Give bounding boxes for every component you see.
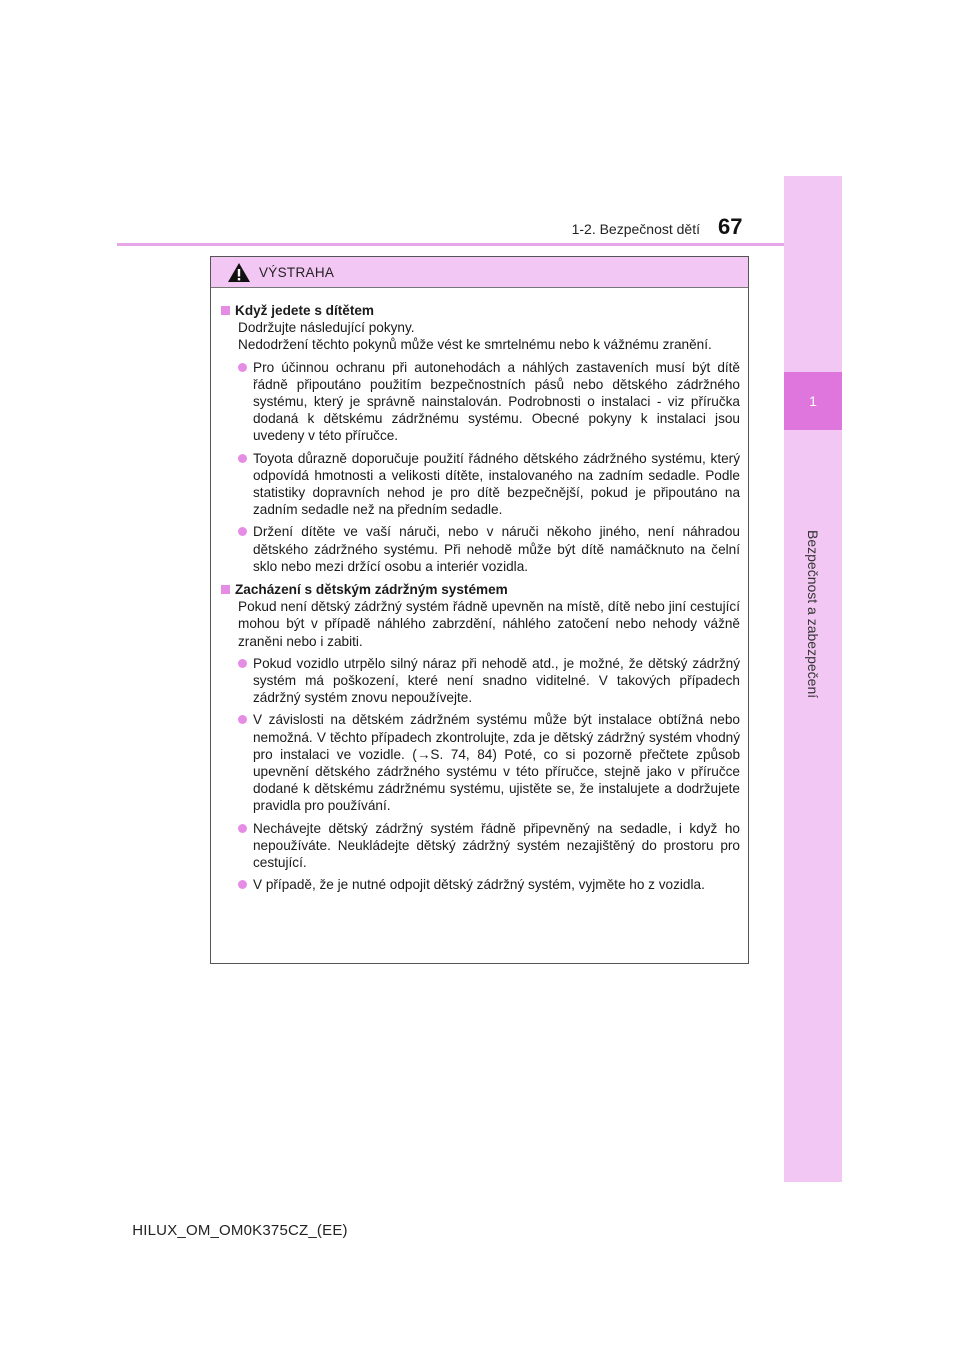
list-item xyxy=(238,876,740,893)
warning-title: VÝSTRAHA xyxy=(259,264,335,280)
section-heading xyxy=(219,302,740,319)
side-tab-chapter-number: 1 xyxy=(784,372,842,430)
section-heading-text: Když jedete s dítětem xyxy=(235,303,374,318)
header-rule xyxy=(117,243,784,246)
round-bullet-icon xyxy=(238,527,247,536)
list-item-text: V případě, že je nutné odpojit dětský zádržný systém, vyjměte ho z vozidla. xyxy=(253,877,705,893)
round-bullet-icon xyxy=(238,824,247,833)
section-heading xyxy=(219,581,740,598)
list-item xyxy=(238,711,740,814)
list-item-text: Držení dítěte ve vaší náruči, nebo v náruči někoho jiného, není náhradou dětského zádržného systému. Při nehodě může být dítě namáčknuto na čelní sklo nebo mezi držící osobu a interiér vozidla. xyxy=(253,524,740,574)
round-bullet-icon xyxy=(238,454,247,463)
list-item-text: Toyota důrazně doporučuje použití řádného dětského zádržného systému, který odpovídá hmotnosti a velikosti dítěte, instalovaného na zadním sedadle. Podle statistiky dopravních nehod je pro dítě bezpečnější, pokud je připoutáno na zadním sedadle než na předním sedadle. xyxy=(253,450,740,518)
warning-header xyxy=(211,257,748,288)
list-item xyxy=(238,523,740,575)
section-intro: Dodržujte následující pokyny. xyxy=(238,320,415,336)
list-item xyxy=(238,359,740,445)
section-title: 1-2. Bezpečnost dětí xyxy=(571,221,700,237)
document-code: HILUX_OM_OM0K375CZ_(EE) xyxy=(132,1222,348,1239)
list-item-text: V závislosti na dětském zádržném systému může být instalace obtížná nebo nemožná. V těchto případech zkontrolujte, zda je dětský zádržný systém vhodný pro instalaci ve vozidle. (→S. 74, 84) Poté, co si pozorně přečtete způsob upevnění dětského zádržného systému v této příručce, stejně jako v příručce dodané k dětskému zádržnému systému, ujistěte se, že instalujete a dodržujete pravidla pro používání. xyxy=(253,712,740,814)
section-heading-text: Zacházení s dětským zádržným systémem xyxy=(235,582,508,598)
list-item-text: Pokud vozidlo utrpělo silný náraz při nehodě atd., je možné, že dětský zádržný systém má poškození, které není snadno viditelné. V takových případech zádržný systém znovu nepoužívejte. xyxy=(253,655,740,706)
page-number: 67 xyxy=(718,214,743,239)
round-bullet-icon xyxy=(238,715,247,724)
list-item xyxy=(238,655,740,707)
warning-triangle-icon xyxy=(227,262,251,283)
list-item xyxy=(238,820,740,872)
square-bullet-icon xyxy=(221,306,230,315)
list-item-text: Nechávejte dětský zádržný systém řádně připevněný na sedadle, i když ho nepoužíváte. Neukládejte dětský zádržný systém nezajištěný do prostoru pro cestující. xyxy=(253,820,740,871)
round-bullet-icon xyxy=(238,880,247,889)
side-tab-chapter-label: Bezpečnost a zabezpečení xyxy=(805,530,821,699)
square-bullet-icon xyxy=(221,585,230,594)
list-item xyxy=(238,450,740,519)
list-item-text: Pro účinnou ochranu při autonehodách a náhlých zastaveních musí být dítě řádně připoutáno použitím bezpečnostních pásů nebo dětského zádržného systému, který je správně nainstalován. Podrobnosti o instalaci - viz příručka dodaná k dětskému zádržnému systému. Obecné pokyny k instalaci jsou uvedeny v této příručce. xyxy=(253,359,740,444)
round-bullet-icon xyxy=(238,659,247,668)
warning-body xyxy=(211,288,748,894)
section-intro: Pokud není dětský zádržný systém řádně upevněn na místě, dítě nebo jiní cestující mohou být v případě náhlého zabrzdění, náhlého zatočení nebo nehody vážně zraněni nebo i zabiti. xyxy=(238,599,740,649)
warning-box xyxy=(210,256,749,964)
section-intro: Nedodržení těchto pokynů může vést ke smrtelnému nebo k vážnému zranění. xyxy=(238,337,712,353)
round-bullet-icon xyxy=(238,363,247,372)
